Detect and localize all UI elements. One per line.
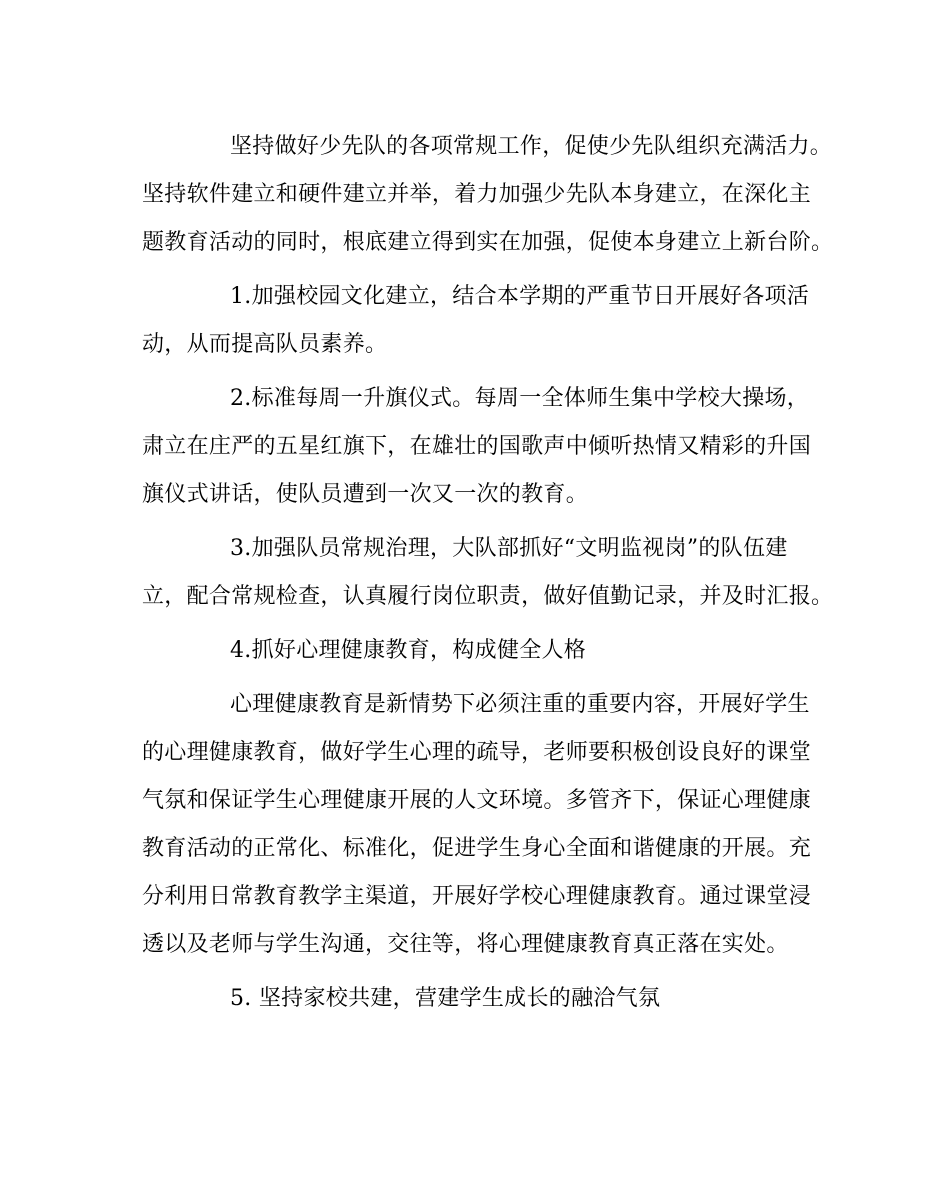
paragraph-2-line-3: 气氛和保证学生心理健康开展的人文环境。多管齐下，保证心理健康	[142, 788, 812, 813]
item-4-heading: 4.抓好心理健康教育，构成健全人格	[230, 638, 587, 663]
item-3-line-2: 立，配合常规检查，认真履行岗位职责，做好值勤记录，并及时汇报。	[142, 584, 834, 609]
item-1-line-1: 1.加强校园文化建立，结合本学期的严重节日开展好各项活	[230, 284, 810, 309]
paragraph-2-line-5: 分利用日常教育教学主渠道，开展好学校心理健康教育。通过课堂浸	[142, 884, 812, 909]
item-2-line-3: 旗仪式讲话，使队员遭到一次又一次的教育。	[142, 482, 589, 507]
item-1-line-2: 动，从而提高队员素养。	[142, 332, 388, 357]
item-2-line-1: 2.标准每周一升旗仪式。每周一全体师生集中学校大操场，	[230, 386, 810, 411]
paragraph-2-line-1: 心理健康教育是新情势下必须注重的重要内容，开展好学生	[230, 692, 810, 717]
item-3-line-1: 3.加强队员常规治理，大队部抓好“文明监视岗”的队伍建	[230, 536, 788, 561]
paragraph-2-line-4: 教育活动的正常化、标准化，促进学生身心全面和谐健康的开展。充	[142, 836, 812, 861]
paragraph-1-line-2: 坚持软件建立和硬件建立并举，着力加强少先队本身建立，在深化主	[142, 182, 812, 207]
paragraph-2-line-6: 透以及老师与学生沟通，交往等，将心理健康教育真正落在实处。	[142, 932, 789, 957]
paragraph-1-line-1: 坚持做好少先队的各项常规工作，促使少先队组织充满活力。	[230, 134, 833, 159]
item-2-line-2: 肃立在庄严的五星红旗下，在雄壮的国歌声中倾听热情又精彩的升国	[142, 434, 812, 459]
item-5-heading: 5. 坚持家校共建，营建学生成长的融洽气氛	[230, 986, 661, 1011]
paragraph-1-line-3: 题教育活动的同时，根底建立得到实在加强，促使本身建立上新台阶。	[142, 230, 834, 255]
paragraph-2-line-2: 的心理健康教育，做好学生心理的疏导，老师要积极创设良好的课堂	[142, 740, 812, 765]
